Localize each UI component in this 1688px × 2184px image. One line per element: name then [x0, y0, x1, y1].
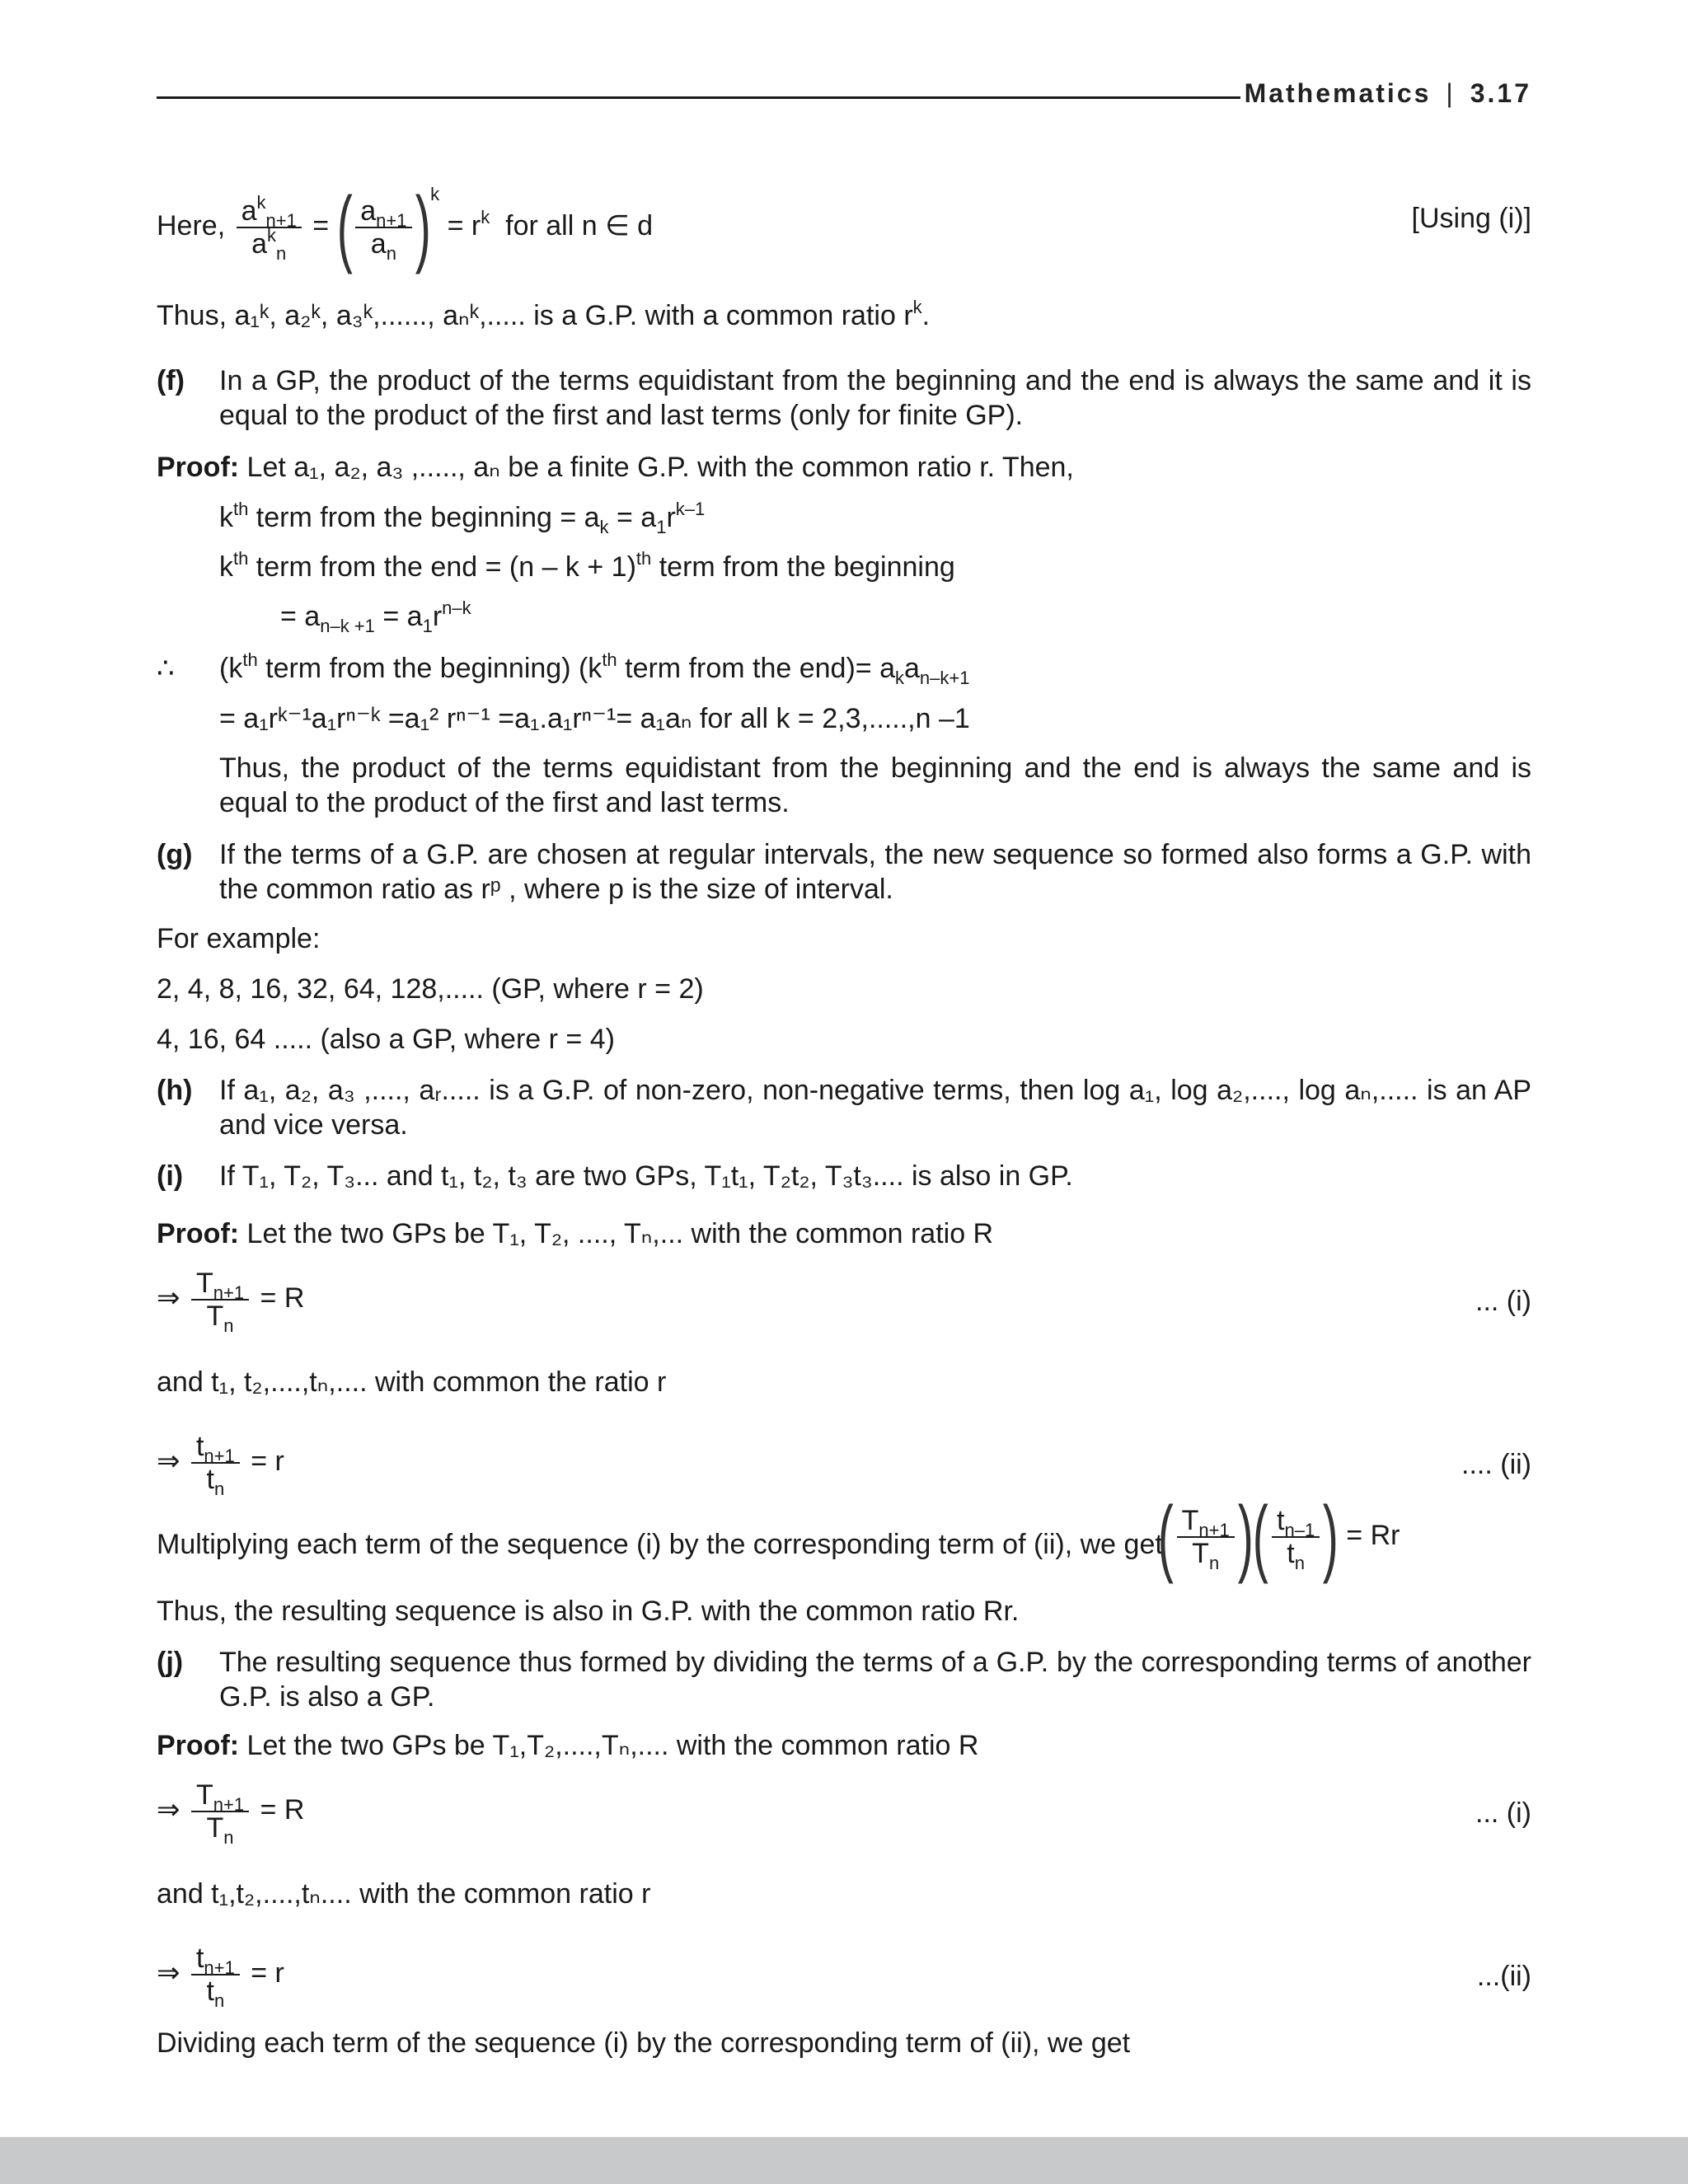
therefore-symbol: ∴: [157, 653, 175, 684]
equation-t-ratio-2: ⇒ $\frac{t_{n+1}}{t_n}$ = r: [157, 1943, 284, 2011]
item-i-text: If T₁, T₂, T₃... and t₁, t₂, t₃ are two GPs, T₁t₁, T₂t₂, T₃t₃.... is also in GP.: [219, 1160, 1073, 1192]
equation-ref-ii-2: ...(ii): [1476, 1961, 1531, 1992]
fraction: $\frac{a_{n+1}}{a_n}$: [355, 195, 411, 260]
header-subject: Mathematics: [1244, 78, 1432, 108]
proof-1: Proof: Let a₁, a₂, a₃ ,....., aₙ be a finite G.P. with the common ratio r. Then,: [157, 452, 1074, 483]
page-number: 3.17: [1470, 78, 1531, 108]
thus-line: Thus, a₁ᵏ, a₂ᵏ, a₃ᵏ,......, aₙᵏ,..... is a G.P. with a common ratio $r^k$.: [157, 297, 931, 331]
equation-ref-i-2: ... (i): [1475, 1797, 1531, 1829]
a-n-k-line: = $a_{n-k +1} = a_1r^{n-k}$: [280, 598, 471, 636]
item-label-i: (i): [157, 1160, 184, 1192]
running-header: [1245, 78, 1531, 109]
fraction: $\frac{T_{n+1}}{T_n}$: [1177, 1505, 1235, 1569]
equation-here: Here, $\frac{a^k_{n+1}}{a^k_n}$ = ( $\frac{a_{n+1}}{a_n}$ )$^k = r^k$ for all n ∈ d: [157, 180, 654, 275]
equation-ref-i: ... (i): [1475, 1286, 1531, 1317]
equation-product: ( $\frac{T_{n+1}}{T_n}$ )( $\frac{t_{n-1}}{t_n}$ ) = Rr: [1157, 1489, 1400, 1585]
fraction: $\frac{T_{n+1}}{T_n}$: [191, 1268, 249, 1332]
kth-begin-line: $k^{th}$ term from the beginning = $a_k = a_1r^{k-1}$: [219, 499, 706, 537]
item-h-text: If a₁, a₂, a₃ ,...., aᵣ..... is a G.P. of non-zero, non-negative terms, then log a₁, log a₂,...., log aₙ,..... is an AP and vice versa.: [219, 1075, 1531, 1141]
proof-3: Proof: Let the two GPs be T₁,T₂,....,Tₙ,.... with the common ratio R: [157, 1730, 979, 1761]
fraction: $\frac{t_{n-1}}{t_n}$: [1272, 1505, 1320, 1569]
multiplying-text: Multiplying each term of the sequence (i) by the corresponding term of (ii), we get: [157, 1529, 1163, 1560]
fraction: $\frac{t_{n+1}}{t_n}$: [191, 1943, 240, 2007]
and-t-line-1: and t₁, t₂,....,tₙ,.... with common the ratio r: [157, 1366, 667, 1398]
equation-T-ratio-1: ⇒ $\frac{T_{n+1}}{T_n}$ = R: [157, 1268, 305, 1336]
item-j-text: The resulting sequence thus formed by dividing the terms of a G.P. by the corresponding terms of another G.P. is also a GP.: [219, 1647, 1531, 1713]
footer-band: [0, 2137, 1688, 2184]
example-line-2: 4, 16, 64 ..... (also a GP, where r = 4): [157, 1024, 615, 1055]
equation-T-ratio-2: ⇒ $\frac{T_{n+1}}{T_n}$ = R: [157, 1779, 305, 1848]
thus-f-text: Thus, the product of the terms equidistant from the beginning and the end is always the same and is equal to the product of the first and last terms.: [219, 752, 1531, 818]
item-f-text: In a GP, the product of the terms equidistant from the beginning and the end is always the same and it is equal to the product of the first and last terms (only for finite GP).: [219, 365, 1531, 431]
header-rule: [157, 96, 1240, 99]
example-line-1: 2, 4, 8, 16, 32, 64, 128,..... (GP, where r = 2): [157, 973, 704, 1005]
thus-rr-text: Thus, the resulting sequence is also in G.P. with the common ratio Rr.: [157, 1596, 1020, 1627]
equation-t-ratio-1: ⇒ $\frac{t_{n+1}}{t_n}$ = r: [157, 1431, 284, 1499]
example-title: For example:: [157, 923, 321, 954]
item-label-j: (j): [157, 1647, 184, 1678]
item-label-h: (h): [157, 1075, 193, 1106]
kth-end-line: $k^{th}$ term from the end = $(n - k + 1)^{th}$ term from the beginning: [219, 548, 955, 583]
product-equation: = a₁rᵏ⁻¹a₁rⁿ⁻ᵏ =a₁² rⁿ⁻¹ =a₁.a₁rⁿ⁻¹= a₁aₙ for all k = 2,3,.....,n –1: [219, 703, 970, 734]
fraction: $\frac{t_{n+1}}{t_n}$: [191, 1431, 240, 1495]
header-separator: |: [1446, 78, 1456, 108]
item-label-g: (g): [157, 839, 193, 870]
equation-ref: [Using (i)]: [1411, 203, 1531, 234]
item-g-text: If the terms of a G.P. are chosen at regular intervals, the new sequence so formed also forms a G.P. with the common ratio as rᵖ , where p is the size of interval.: [219, 839, 1531, 905]
therefore-line: ($k^{th}$ term from the beginning) ($k^{th}$ term from the $end)= a_ka_{n-k+1}$: [219, 649, 970, 688]
and-t-line-2: and t₁,t₂,....,tₙ.... with the common ratio r: [157, 1878, 651, 1910]
fraction: $\frac{T_{n+1}}{T_n}$: [191, 1779, 249, 1844]
fraction: $\frac{a^k_{n+1}}{a^k_n}$: [237, 195, 302, 260]
dividing-text: Dividing each term of the sequence (i) by the corresponding term of (ii), we get: [157, 2027, 1131, 2059]
proof-2: Proof: Let the two GPs be T₁, T₂, ...., Tₙ,... with the common ratio R: [157, 1218, 994, 1249]
item-label-f: (f): [157, 365, 185, 396]
equation-ref-ii: .... (ii): [1461, 1449, 1531, 1480]
